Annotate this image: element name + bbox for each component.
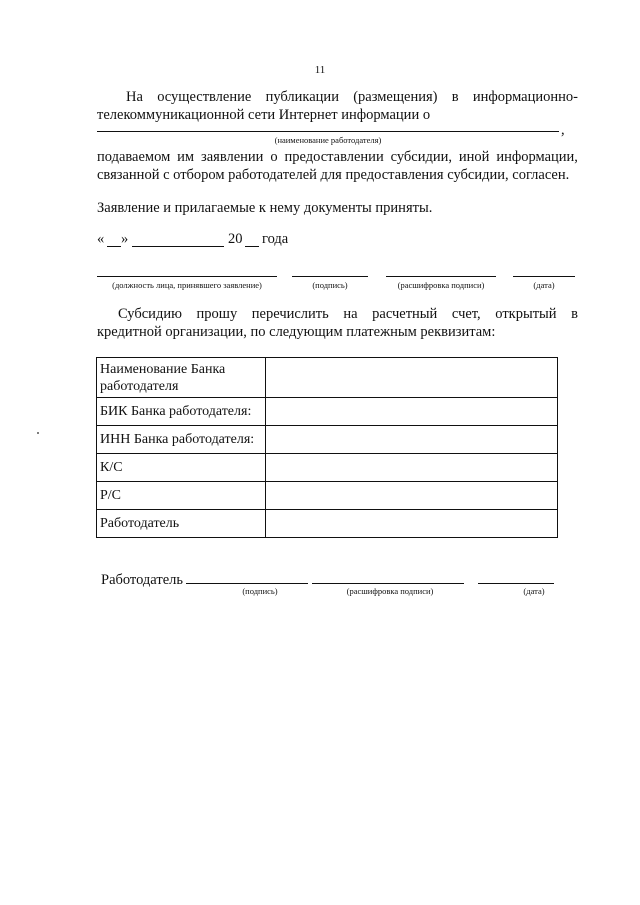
- word: информационно-: [472, 89, 578, 105]
- date-field[interactable]: [513, 276, 575, 277]
- ks-value[interactable]: [266, 454, 558, 482]
- accepted-text: Заявление и прилагаемые к нему документы приняты.: [97, 200, 433, 216]
- word: осуществление: [157, 89, 252, 105]
- footer-signature-decode-field[interactable]: [312, 583, 464, 584]
- employer-label: Работодатель: [97, 510, 266, 538]
- position-field[interactable]: [97, 276, 277, 277]
- subsidy-line-2: кредитной организации, по следующим платежным реквизитам:: [97, 324, 496, 340]
- comma: ,: [561, 122, 565, 138]
- employer-name-caption: (наименование работодателя): [274, 135, 382, 145]
- requisites-table: [96, 357, 558, 538]
- signature-decode-caption: (расшифровка подписи): [397, 280, 485, 290]
- rs-value[interactable]: [266, 482, 558, 510]
- word: в: [571, 306, 578, 322]
- footer-employer-label: Работодатель: [101, 572, 183, 588]
- footer-signature-caption: (подпись): [242, 586, 278, 596]
- position-caption: (должность лица, принявшего заявление): [112, 280, 262, 290]
- month-field[interactable]: [132, 246, 224, 247]
- inn-label: ИНН Банка работодателя:: [97, 426, 266, 454]
- scan-speck: [37, 432, 39, 434]
- word: открытый: [495, 306, 557, 322]
- word: о: [270, 149, 278, 165]
- word: в: [451, 89, 459, 105]
- year-prefix: 20: [228, 231, 243, 247]
- rs-label: Р/С: [97, 482, 266, 510]
- consent-line-3: [97, 148, 578, 166]
- page-number: 11: [314, 64, 326, 76]
- word: (размещения): [353, 89, 438, 105]
- footer-signature-decode-caption: (расшифровка подписи): [346, 586, 434, 596]
- label-line: Наименование Банка: [100, 361, 226, 377]
- date-close-quote: »: [121, 231, 129, 247]
- word: перечислить: [251, 306, 329, 322]
- word: иной: [458, 149, 490, 165]
- table-row: [97, 358, 558, 398]
- word: расчетный: [372, 306, 438, 322]
- table-row: [97, 482, 558, 510]
- year-field[interactable]: [245, 246, 259, 247]
- table-row: [97, 398, 558, 426]
- word: счет,: [451, 306, 481, 322]
- word: прошу: [196, 306, 238, 322]
- subsidy-line-1: [118, 305, 578, 323]
- footer-signature-field[interactable]: [186, 583, 308, 584]
- employer-value[interactable]: [266, 510, 558, 538]
- table-row: [97, 510, 558, 538]
- footer-date-caption: (дата): [523, 586, 545, 596]
- signature-caption: (подпись): [312, 280, 348, 290]
- word: подаваемом: [97, 149, 171, 165]
- day-field[interactable]: [107, 246, 121, 247]
- consent-line-4: связанной с отбором работодателей для предоставления субсидии, согласен.: [97, 167, 570, 183]
- date-caption: (дата): [533, 280, 555, 290]
- consent-line-2: телекоммуникационной сети Интернет информации о: [97, 107, 431, 123]
- bik-label: БИК Банка работодателя:: [97, 398, 266, 426]
- word: заявлении: [200, 149, 264, 165]
- table-row: [97, 454, 558, 482]
- bank-name-label: [97, 358, 266, 398]
- signature-decode-field[interactable]: [386, 276, 496, 277]
- label-line: работодателя: [100, 378, 179, 394]
- word: публикации: [265, 89, 339, 105]
- word: предоставлении: [284, 149, 384, 165]
- bank-name-value[interactable]: [266, 358, 558, 398]
- word: Субсидию: [118, 306, 182, 322]
- year-suffix: года: [262, 231, 289, 247]
- word: субсидии,: [390, 149, 452, 165]
- footer-date-field[interactable]: [478, 583, 554, 584]
- bik-value[interactable]: [266, 398, 558, 426]
- word: на: [343, 306, 358, 322]
- word: информации,: [496, 149, 578, 165]
- date-open-quote: «: [97, 231, 105, 247]
- signature-field[interactable]: [292, 276, 368, 277]
- word: На: [126, 89, 143, 105]
- employer-name-field[interactable]: [97, 131, 559, 132]
- ks-label: К/С: [97, 454, 266, 482]
- word: им: [177, 149, 195, 165]
- table-row: [97, 426, 558, 454]
- inn-value[interactable]: [266, 426, 558, 454]
- consent-line-1: [126, 88, 578, 106]
